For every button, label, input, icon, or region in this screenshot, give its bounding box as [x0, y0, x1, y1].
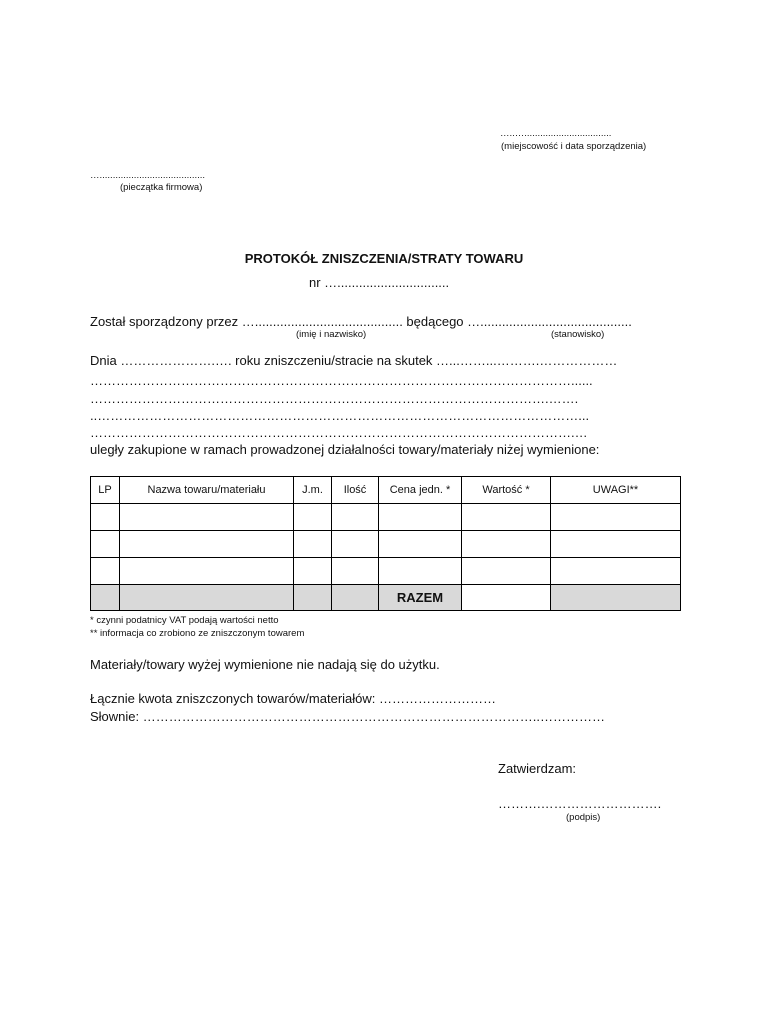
cell-notes: [551, 504, 681, 531]
place-date-caption: (miejscowość i data sporządzenia): [501, 141, 647, 152]
table-row: [91, 531, 681, 558]
blank-line: ………………………………………………………………………………………………….…: [90, 425, 588, 440]
total-label: RAZEM: [379, 585, 462, 611]
header-lp: LP: [91, 477, 120, 504]
signature-caption: (podpis): [566, 812, 601, 823]
cell-value: [462, 558, 551, 585]
table-row: [91, 504, 681, 531]
total-empty-cell: [551, 585, 681, 611]
cell-quantity: [332, 531, 379, 558]
cell-value: [462, 531, 551, 558]
footnote-vat: * czynni podatnicy VAT podają wartości netto: [90, 615, 279, 626]
date-cause-line: Dnia ………………….…. roku zniszczeniu/stracie na skutek …...……...……….………………: [90, 353, 618, 368]
total-empty-cell: [332, 585, 379, 611]
cell-lp: [91, 531, 120, 558]
cell-quantity: [332, 558, 379, 585]
table-row: [91, 558, 681, 585]
header-quantity: Ilość: [332, 477, 379, 504]
cell-lp: [91, 558, 120, 585]
cell-unit-price: [379, 504, 462, 531]
total-row: [91, 585, 681, 611]
cell-notes: [551, 558, 681, 585]
total-amount-line: Łącznie kwota zniszczonych towarów/materiałów: ………………………: [90, 691, 497, 706]
cell-name: [120, 531, 294, 558]
signature-line: ……….……………………….: [498, 796, 662, 811]
made-by-line: Został sporządzony przez …......................................... będącego …..........................................: [90, 314, 632, 329]
cell-name: [120, 558, 294, 585]
document-title: PROTOKÓŁ ZNISZCZENIA/STRATY TOWARU: [244, 251, 524, 266]
header-unit-price: Cena jedn. *: [379, 477, 462, 504]
header-name: Nazwa towaru/materiału: [120, 477, 294, 504]
blank-line: …………………………………………………………………………………………………......: [90, 373, 593, 388]
header-value: Wartość *: [462, 477, 551, 504]
cell-unit-price: [379, 531, 462, 558]
footnote-notes: ** informacja co zrobiono ze zniszczonym towarem: [90, 628, 305, 639]
cell-name: [120, 504, 294, 531]
total-empty-cell: [120, 585, 294, 611]
intro-sentence: uległy zakupione w ramach prowadzonej działalności towary/materiały niżej wymienione:: [90, 442, 600, 457]
name-caption: (imię i nazwisko): [296, 329, 367, 340]
cell-unit: [294, 504, 332, 531]
total-empty-cell: [91, 585, 120, 611]
cell-lp: [91, 504, 120, 531]
unusable-statement: Materiały/towary wyżej wymienione nie nadają się do użytku.: [90, 657, 440, 672]
stamp-caption: (pieczątka firmowa): [120, 182, 203, 193]
cell-unit: [294, 558, 332, 585]
position-caption: (stanowisko): [551, 329, 605, 340]
header-unit: J.m.: [294, 477, 332, 504]
items-table: [90, 476, 681, 611]
total-value-cell: [462, 585, 551, 611]
cell-quantity: [332, 504, 379, 531]
cell-unit: [294, 531, 332, 558]
cell-value: [462, 504, 551, 531]
blank-line: ..…………………………………………………………………………………………………...: [90, 408, 590, 423]
stamp-line: …........................................: [90, 170, 206, 181]
approval-label: Zatwierdzam:: [498, 761, 577, 776]
blank-line: …………………………………………………………………………………………….…….: [90, 391, 579, 406]
number-line: nr …...............................: [309, 275, 450, 290]
total-empty-cell: [294, 585, 332, 611]
header-notes: UWAGI**: [551, 477, 681, 504]
cell-unit-price: [379, 558, 462, 585]
table-header-row: [91, 477, 681, 504]
in-words-line: Słownie: ………………………………………………………………………………..……………: [90, 709, 605, 724]
cell-notes: [551, 531, 681, 558]
place-date-line: …..….................................: [500, 128, 612, 139]
